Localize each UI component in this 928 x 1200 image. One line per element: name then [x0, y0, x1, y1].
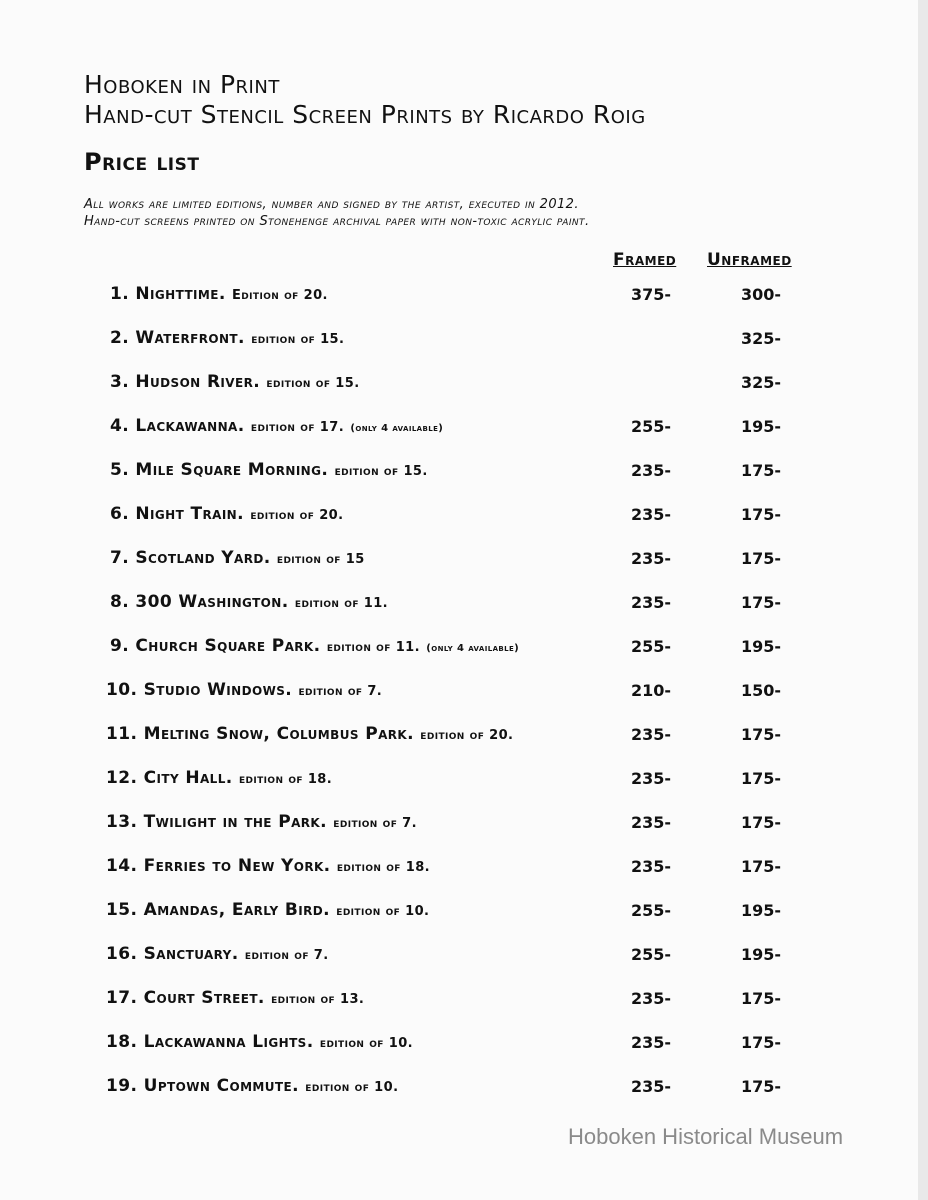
- item-title-line: [106, 856, 430, 876]
- item-title-line: [106, 768, 332, 788]
- framed-price: 235-: [631, 857, 672, 876]
- item-edition: edition of 10.: [319, 1036, 414, 1051]
- item-title: 11. Melting Snow, Columbus Park.: [106, 724, 414, 744]
- item-title: 7. Scotland Yard.: [110, 548, 271, 568]
- item-title-line: [110, 504, 343, 524]
- unframed-price: 195-: [741, 901, 782, 920]
- item-title: 13. Twilight in the Park.: [106, 812, 327, 832]
- scan-edge: [918, 0, 928, 1200]
- item-title: 6. Night Train.: [110, 504, 244, 524]
- framed-price: 235-: [631, 813, 672, 832]
- item-title-line: [110, 284, 328, 304]
- unframed-price: 175-: [741, 505, 782, 524]
- item-title-line: [110, 328, 344, 348]
- item-title-line: [106, 1032, 413, 1052]
- framed-price: 255-: [631, 637, 672, 656]
- item-title: 12. City Hall.: [106, 768, 233, 788]
- framed-price: 375-: [631, 285, 672, 304]
- list-item: [0, 900, 918, 944]
- framed-price: 235-: [631, 1077, 672, 1096]
- item-edition: edition of 20.: [420, 728, 514, 743]
- list-item: [0, 680, 918, 724]
- unframed-price: 195-: [741, 637, 782, 656]
- unframed-price: 175-: [741, 769, 782, 788]
- list-item: [0, 372, 918, 416]
- list-item: [0, 768, 918, 812]
- unframed-price: 175-: [741, 593, 782, 612]
- item-title-line: [110, 636, 519, 656]
- list-item: [0, 1032, 918, 1076]
- unframed-price: 175-: [741, 813, 782, 832]
- item-edition: edition of 13.: [271, 992, 365, 1007]
- list-item: [0, 1076, 918, 1120]
- item-title: 2. Waterfront.: [110, 328, 245, 348]
- framed-price: 255-: [631, 945, 672, 964]
- item-title-line: [106, 812, 417, 832]
- intro-line-1: All works are limited editions, number and signed by the artist, executed in 2012.: [84, 197, 579, 212]
- framed-price: 235-: [631, 593, 672, 612]
- item-edition: edition of 15.: [266, 376, 360, 391]
- item-title: 1. Nighttime.: [110, 284, 226, 304]
- list-item: [0, 284, 918, 328]
- framed-column-header: Framed: [613, 250, 677, 270]
- unframed-price: 175-: [741, 549, 782, 568]
- item-edition: edition of 7.: [244, 948, 329, 963]
- framed-price: 235-: [631, 1033, 672, 1052]
- list-item: [0, 592, 918, 636]
- list-item: [0, 944, 918, 988]
- item-title-line: [110, 460, 428, 480]
- item-title-line: [106, 944, 329, 964]
- price-list-heading: Price list: [84, 148, 200, 176]
- framed-price: 210-: [631, 681, 672, 700]
- unframed-price: 150-: [741, 681, 782, 700]
- list-item: [0, 548, 918, 592]
- item-edition: edition of 11.: [294, 596, 389, 611]
- item-title-line: [106, 1076, 398, 1096]
- item-availability-note: (only 4 available): [426, 643, 520, 654]
- unframed-price: 175-: [741, 857, 782, 876]
- unframed-price: 175-: [741, 1077, 782, 1096]
- unframed-price: 195-: [741, 417, 782, 436]
- framed-price: 235-: [631, 725, 672, 744]
- item-title-line: [110, 416, 443, 436]
- item-title-line: [110, 592, 388, 612]
- unframed-price: 175-: [741, 1033, 782, 1052]
- list-item: [0, 416, 918, 460]
- item-edition: edition of 7.: [298, 684, 383, 699]
- unframed-price: 300-: [741, 285, 782, 304]
- item-title-line: [106, 900, 429, 920]
- list-item: [0, 504, 918, 548]
- unframed-column-header: Unframed: [707, 250, 792, 270]
- item-edition: edition of 17.: [250, 420, 345, 435]
- intro-text: [84, 196, 589, 230]
- unframed-price: 325-: [741, 373, 782, 392]
- item-edition: edition of 15: [276, 552, 365, 567]
- item-title-line: [106, 988, 364, 1008]
- item-title: 4. Lackawanna.: [110, 416, 245, 436]
- unframed-price: 195-: [741, 945, 782, 964]
- item-edition: edition of 11.: [326, 640, 420, 655]
- item-title: 15. Amandas, Early Bird.: [106, 900, 330, 920]
- item-title: 18. Lackawanna Lights.: [106, 1032, 314, 1052]
- item-edition: edition of 18.: [336, 860, 430, 875]
- item-edition: Edition of 20.: [232, 288, 328, 303]
- framed-price: 255-: [631, 901, 672, 920]
- document-title-line1: Hoboken in Print: [84, 70, 280, 99]
- framed-price: 235-: [631, 505, 672, 524]
- item-title: 8. 300 Washington.: [110, 592, 289, 612]
- list-item: [0, 460, 918, 504]
- list-item: [0, 812, 918, 856]
- item-title-line: [110, 372, 360, 392]
- list-item: [0, 724, 918, 768]
- item-title: 14. Ferries to New York.: [106, 856, 331, 876]
- item-title: 3. Hudson River.: [110, 372, 261, 392]
- price-list: [0, 284, 918, 1120]
- document-title-line2: Hand-cut Stencil Screen Prints by Ricardo Roig: [84, 100, 646, 129]
- unframed-price: 175-: [741, 725, 782, 744]
- museum-watermark: Hoboken Historical Museum: [568, 1124, 844, 1149]
- item-title: 17. Court Street.: [106, 988, 265, 1008]
- item-title: 16. Sanctuary.: [106, 944, 239, 964]
- framed-price: 235-: [631, 549, 672, 568]
- framed-price: 235-: [631, 461, 672, 480]
- item-title-line: [110, 548, 365, 568]
- unframed-price: 175-: [741, 989, 782, 1008]
- list-item: [0, 636, 918, 680]
- item-edition: edition of 20.: [250, 508, 344, 523]
- item-edition: edition of 15.: [334, 464, 428, 479]
- item-title: 19. Uptown Commute.: [106, 1076, 299, 1096]
- item-availability-note: (only 4 available): [350, 423, 444, 434]
- framed-price: 255-: [631, 417, 672, 436]
- unframed-price: 325-: [741, 329, 782, 348]
- framed-price: 235-: [631, 769, 672, 788]
- item-edition: edition of 7.: [333, 816, 417, 831]
- item-title-line: [106, 724, 513, 744]
- unframed-price: 175-: [741, 461, 782, 480]
- item-edition: edition of 10.: [305, 1080, 399, 1095]
- item-title-line: [106, 680, 382, 700]
- framed-price: 235-: [631, 989, 672, 1008]
- item-title: 10. Studio Windows.: [106, 680, 293, 700]
- intro-line-2: Hand-cut screens printed on Stonehenge archival paper with non-toxic acrylic paint.: [84, 214, 590, 229]
- list-item: [0, 988, 918, 1032]
- item-edition: edition of 10.: [336, 904, 430, 919]
- list-item: [0, 856, 918, 900]
- item-edition: edition of 15.: [251, 332, 345, 347]
- item-title: 5. Mile Square Morning.: [110, 460, 329, 480]
- item-edition: edition of 18.: [238, 772, 333, 787]
- item-title: 9. Church Square Park.: [110, 636, 321, 656]
- list-item: [0, 328, 918, 372]
